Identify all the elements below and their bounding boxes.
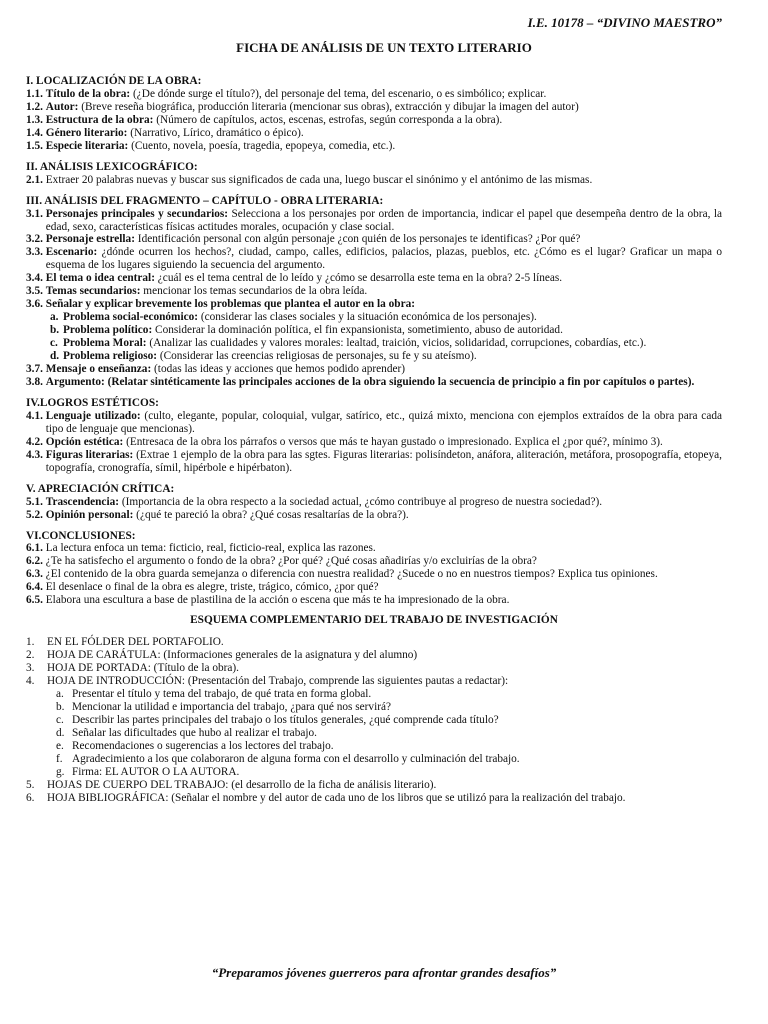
problem-letter: d. [50,350,60,363]
item-number: 5.2. [26,508,46,521]
item-number: 3.2. [26,233,46,246]
item-text: Elabora una escultura a base de plastilina de la acción o escena que más te ha impresionado de la obra. [45,594,510,607]
esquema-subitem [26,753,722,766]
esquema-sub-text: Señalar las dificultades que hubo al realizar el trabajo. [72,726,317,739]
item-text: (todas las ideas y acciones que hemos podido aprender) [151,363,406,376]
item-label: Autor: [45,100,79,113]
list-item [26,542,722,555]
problem-letter: b. [50,324,60,337]
section-heading: VI.CONCLUSIONES: [26,529,136,542]
list-item [26,568,722,581]
list-item [26,376,722,389]
list-item [26,272,722,285]
esquema-sub-letter: c. [56,713,64,726]
esquema-item [26,636,722,649]
esquema-sub-text: Agradecimiento a los que colaboraron de alguna forma con el desarrollo y culminación del trabajo. [72,752,520,765]
esquema-sub-letter: b. [56,700,65,713]
esquema-text: HOJA DE CARÁTULA: (Informaciones generales de la asignatura y del alumno) [47,649,418,662]
section-heading: II. ANÁLISIS LEXICOGRÁFICO: [26,160,198,173]
item-label: Personaje estrella: [45,233,135,246]
esquema-item [26,792,722,805]
list-item [26,298,722,311]
esquema-text: HOJA DE INTRODUCCIÓN: (Presentación del Trabajo, comprende las siguientes pautas a redactar): [47,675,509,688]
item-label: El tema o idea central: [45,272,155,285]
list-item [26,246,722,272]
item-text: ¿Te ha satisfecho el argumento o fondo de la obra? ¿Por qué? ¿Qué cosas añadirías y/o excluirías de la obra? [45,555,537,568]
item-number: 3.5. [26,285,46,298]
section-heading: V. APRECIACIÓN CRÍTICA: [26,482,175,495]
item-text: La lectura enfoca un tema: ficticio, real, ficticio-real, explica las razones. [45,542,376,555]
problem-item [26,337,722,350]
list-item [26,594,722,607]
school-name: I.E. 10178 – “DIVINO MAESTRO” [527,15,722,30]
item-text: (culto, elegante, popular, coloquial, vulgar, satírico, etc., quizá mixto, menciona con ejemplos extraídos de la obra para cada tipo de lenguaje que mencionas). [45,409,722,435]
problem-text: (Considerar las creencias religiosas de personajes, su fe y su ateísmo). [157,350,477,363]
item-text: mencionar los temas secundarios de la obra leída. [140,285,368,298]
problem-item [26,350,722,363]
item-number: 4.1. [26,409,46,422]
item-number: 6.3. [26,568,46,581]
list-item [26,363,722,376]
item-number: 6.5. [26,594,46,607]
esquema-sub-text: Describir las partes principales del trabajo o los títulos generales, ¿qué comprende cada título? [72,713,499,726]
esquema-sub-letter: f. [56,752,63,765]
item-text: (Narrativo, Lírico, dramático o épico). [127,126,304,139]
list-item [26,436,722,449]
item-text: Extraer 20 palabras nuevas y buscar sus significados de cada una, luego buscar el sinónimo y el antónimo de las mismas. [45,173,593,186]
item-label: Escenario: [45,246,98,259]
list-item [26,114,722,127]
item-number: 4.2. [26,435,46,448]
list-item [26,555,722,568]
problem-label: Problema Moral: [63,337,147,350]
esquema-text: HOJA DE PORTADA: (Título de la obra). [47,662,240,675]
esquema-number: 2. [26,649,35,662]
item-number: 4.3. [26,448,46,461]
item-number: 3.4. [26,272,46,285]
section-heading: III. ANÁLISIS DEL FRAGMENTO – CAPÍTULO - OBRA LITERARIA: [26,194,384,207]
esquema-text: EN EL FÓLDER DEL PORTAFOLIO. [47,636,224,649]
item-number: 5.1. [26,495,46,508]
item-label: Opinión personal: [45,508,134,521]
esquema-number: 1. [26,636,35,649]
item-label: Lenguaje utilizado: [45,409,141,422]
item-number: 3.3. [26,246,46,259]
problem-text: Considerar la dominación política, el fin expansionista, sometimiento, abuso de autoridad. [152,324,563,337]
esquema-item [26,675,722,688]
esquema-text: HOJAS DE CUERPO DEL TRABAJO: (el desarrollo de la ficha de análisis literario). [47,778,437,791]
list-item [26,496,722,509]
problem-label: Problema social-económico: [63,311,199,324]
item-number: 1.1. [26,87,46,100]
item-text: (Extrae 1 ejemplo de la obra para las sgtes. Figuras literarias: polisíndeton, anáfora, aliteración, metáfora, prosopografía, etopeya, topografía, cronografía, símil, hipérbole e hipérbaton). [45,448,722,474]
esquema-sub-letter: g. [56,765,65,778]
list-item [26,509,722,522]
item-label: Género literario: [45,126,128,139]
problem-letter: a. [50,311,59,324]
esquema-sub-text: Firma: EL AUTOR O LA AUTORA. [72,765,240,778]
esquema-subitem [26,766,722,779]
problem-label: Problema religioso: [63,350,158,363]
item-text: (¿De dónde surge el título?), del personaje del tema, del escenario, o es simbólico; explicar. [130,87,547,100]
esquema-sub-letter: d. [56,726,65,739]
item-text: (Número de capítulos, actos, escenas, estrofas, según corresponda a la obra). [153,113,503,126]
esquema-sub-text: Mencionar la utilidad e importancia del trabajo, ¿para qué nos servirá? [72,700,392,713]
esquema-number: 4. [26,675,35,688]
list-item [26,88,722,101]
list-item [26,449,722,475]
list-item [26,581,722,594]
item-number: 1.5. [26,139,46,152]
item-number: 2.1. [26,173,46,186]
item-text: (Importancia de la obra respecto a la sociedad actual, ¿cómo contribuye al progreso de nuestra sociedad?). [119,495,603,508]
item-label: Opción estética: [45,435,124,448]
list-item [26,140,722,153]
item-text: (Cuento, novela, poesía, tragedia, epopeya, comedia, etc.). [128,139,396,152]
item-number: 3.6. [26,298,46,311]
list-item [26,127,722,140]
document-body [26,75,722,805]
item-number: 6.1. [26,542,46,555]
item-label: Argumento: (Relatar sintéticamente las principales acciones de la obra siguiendo la secuencia de principio a fin por capítulos o partes). [45,375,695,388]
item-number: 3.8. [26,375,46,388]
item-text: ¿cuál es el tema central de lo leído y ¿cómo se desarrolla este tema en la obra? 2-5 líneas. [154,272,563,285]
item-number: 1.3. [26,113,46,126]
item-number: 6.2. [26,555,46,568]
section-heading: I. LOCALIZACIÓN DE LA OBRA: [26,75,202,87]
item-label: Temas secundarios: [45,285,141,298]
item-label: Título de la obra: [45,87,131,100]
problem-text: (considerar las clases sociales y la situación económica de los personajes). [198,311,537,324]
item-text: Identificación personal con algún personaje ¿con quién de los personajes te identificas? ¿Por qué? [134,233,581,246]
list-item [26,410,722,436]
item-number: 1.4. [26,126,46,139]
problem-letter: c. [50,337,58,350]
esquema-subitem [26,740,722,753]
esquema-title: ESQUEMA COMPLEMENTARIO DEL TRABAJO DE INVESTIGACIÓN [190,614,558,627]
item-label: Mensaje o enseñanza: [45,363,152,376]
problem-text: (Analizar las cualidades y valores morales: lealtad, traición, vicios, solidaridad, corrupciones, cobardías, etc.). [146,337,647,350]
esquema-subitem [26,727,722,740]
document-title: FICHA DE ANÁLISIS DE UN TEXTO LITERARIO [236,40,532,55]
esquema-item [26,779,722,792]
item-label: Estructura de la obra: [45,113,154,126]
item-text: ¿El contenido de la obra guarda semejanza o diferencia con nuestra realidad? ¿Sucede o no en nuestros tiempos? Explica tus opiniones. [45,568,658,581]
item-label: Trascendencia: [45,495,119,508]
item-number: 1.2. [26,100,46,113]
item-text: (Breve reseña biográfica, producción literaria (mencionar sus obras), extracción y dibujar la imagen del autor) [78,100,579,113]
esquema-text: HOJA BIBLIOGRÁFICA: (Señalar el nombre y del autor de cada uno de los libros que se utilizó para la realización del trabajo. [47,791,626,804]
esquema-sub-letter: e. [56,739,64,752]
list-item [26,174,722,187]
esquema-sub-text: Recomendaciones o sugerencias a los lectores del trabajo. [72,739,334,752]
list-item [26,285,722,298]
problem-item [26,311,722,324]
esquema-number: 3. [26,662,35,675]
item-label: Especie literaria: [45,139,129,152]
item-number: 3.7. [26,363,46,376]
list-item [26,233,722,246]
esquema-item [26,662,722,675]
esquema-sub-letter: a. [56,687,64,700]
item-label: Figuras literarias: [45,448,134,461]
esquema-item [26,649,722,662]
esquema-number: 6. [26,791,35,804]
list-item [26,101,722,114]
item-label: Señalar y explicar brevemente los problemas que plantea el autor en la obra: [45,298,416,311]
item-number: 3.1. [26,207,46,220]
list-item [26,208,722,234]
esquema-sub-text: Presentar el título y tema del trabajo, de qué trata en forma global. [72,687,372,700]
item-text: El desenlace o final de la obra es alegre, triste, trágico, cómico, ¿por qué? [45,581,379,594]
item-text: Selecciona a los personajes por orden de importancia, indicar el papel que desempeña dentro de la obra, la edad, sexo, características físicas actitudes morales, ocupación y clase social. [45,207,722,233]
problem-label: Problema político: [63,324,153,337]
item-text: (Entresaca de la obra los párrafos o versos que más te hayan gustado o impresionado. Explica el ¿por qué?, mínimo 3). [123,435,663,448]
item-label: Personajes principales y secundarios: [45,207,229,220]
esquema-number: 5. [26,778,35,791]
item-text: ¿dónde ocurren los hechos?, ciudad, campo, calles, edificios, palacios, plazas, pueblos, etc. ¿Cómo es el lugar? Graficar un mapa o esquema de los lugares siguiendo la secuencia del argumento. [45,246,722,272]
item-text: (¿qué te pareció la obra? ¿Qué cosas resaltarías de la obra?). [133,508,409,521]
esquema-subitem [26,688,722,701]
esquema-subitem [26,714,722,727]
footer-motto: “Preparamos jóvenes guerreros para afrontar grandes desafíos” [211,965,557,980]
section-heading: IV.LOGROS ESTÉTICOS: [26,396,159,409]
esquema-subitem [26,701,722,714]
item-number: 6.4. [26,581,46,594]
problem-item [26,324,722,337]
